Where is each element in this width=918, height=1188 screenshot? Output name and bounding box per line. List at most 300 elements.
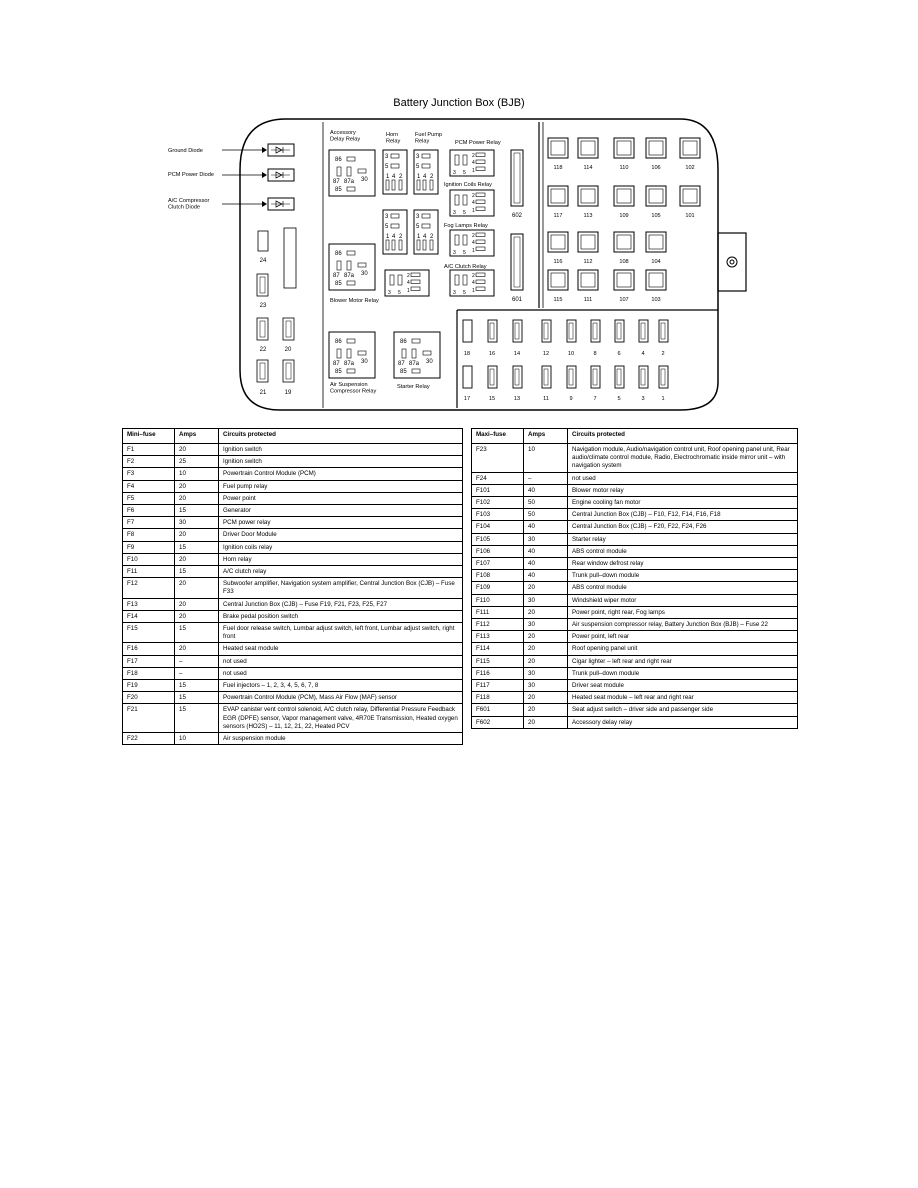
mini-fuse-12-blade — [544, 323, 548, 339]
mini-cell-circuits: Heated seat module — [219, 643, 463, 655]
accessory-delay-relay-label: Accessory Delay Relay — [330, 130, 361, 143]
maxi-cell-amps: 30 — [524, 667, 568, 679]
mini-fuse-label-6: 6 — [617, 351, 621, 357]
starter-relay-pin-85 — [412, 369, 420, 373]
maxi-fuse-108-inner — [617, 235, 631, 249]
maxi-fuse-111-inner — [581, 273, 595, 287]
fog-lamps-relay-pin-3 — [455, 235, 459, 245]
maxi-cell-amps: 40 — [524, 545, 568, 557]
maxi-cell-fuse: F109 — [472, 582, 524, 594]
mini-cell-circuits: PCM power relay — [219, 517, 463, 529]
accessory-delay-relay-pin-30 — [358, 169, 366, 173]
pin-label-2: 2 — [472, 153, 475, 159]
maxi-cell-circuits: Seat adjust switch – driver side and passenger side — [568, 704, 798, 716]
horn-relay-label: Horn Relay — [386, 132, 401, 145]
mini-fuse-5-body — [615, 366, 624, 388]
maxi-cell-fuse: F118 — [472, 692, 524, 704]
fuel-pump-relay-pin-1 — [417, 180, 420, 190]
maxi-cell-fuse: F117 — [472, 680, 524, 692]
maxi-fuse-label-105: 105 — [651, 213, 661, 219]
spare-relay-a-pin-5 — [391, 224, 399, 228]
ignition-coils-relay-pin-3 — [455, 195, 459, 205]
ac-clutch-relay-pin-4 — [476, 280, 485, 284]
maxi-cell-circuits: Navigation module, Audio/navigation control unit, Roof opening panel unit, Rear audio/climate control module, Radio, Electrochromatic inside mirror unit – with navigation system — [568, 444, 798, 473]
maxi-cell-fuse: F601 — [472, 704, 524, 716]
pin-label-5: 5 — [416, 164, 420, 170]
starter-relay-label: Starter Relay — [397, 384, 430, 390]
mini-fuse-table — [122, 428, 463, 745]
fuse-19-blade — [286, 363, 291, 379]
maxi-cell-circuits: Windshield wiper motor — [568, 594, 798, 606]
maxi-row — [472, 444, 798, 473]
mini-cell-circuits: Powertrain Control Module (PCM) — [219, 468, 463, 480]
maxi-fuse-114-inner — [581, 141, 595, 155]
pin-label-1: 1 — [417, 234, 421, 240]
mini-cell-fuse: F17 — [123, 655, 175, 667]
pin-label-4: 4 — [423, 234, 427, 240]
maxi-cell-fuse: F113 — [472, 631, 524, 643]
maxi-row — [472, 680, 798, 692]
mini-cell-circuits: Brake pedal position switch — [219, 610, 463, 622]
pin-label-86: 86 — [335, 251, 342, 257]
spare-relay-b-pin-2 — [430, 240, 433, 250]
maxi-header-fuse: Maxi–fuse — [472, 429, 524, 444]
maxi-cell-fuse: F111 — [472, 606, 524, 618]
mini-row — [123, 733, 463, 745]
maxi-fuse-label-102: 102 — [685, 165, 695, 171]
mini-fuse-label-12: 12 — [542, 351, 550, 357]
pin-label-5: 5 — [463, 210, 466, 216]
pin-label-87a: 87a — [344, 179, 355, 185]
pin-label-3: 3 — [416, 214, 420, 220]
pin-label-85: 85 — [400, 369, 407, 375]
pin-label-4: 4 — [392, 174, 396, 180]
maxi-fuse-label-113: 113 — [583, 213, 593, 219]
mini-cell-amps: 20 — [175, 444, 219, 456]
mini-fuse-6-body — [615, 320, 624, 342]
pin-label-5: 5 — [463, 290, 466, 296]
starter-relay-pin-87a — [412, 349, 416, 358]
maxi-cell-fuse: F102 — [472, 497, 524, 509]
maxi-cell-fuse: F108 — [472, 570, 524, 582]
air-suspension-relay-pin-30 — [358, 351, 366, 355]
pin-label-4: 4 — [472, 160, 475, 166]
pcm-power-relay-pin-1 — [476, 167, 485, 171]
maxi-cell-fuse: F114 — [472, 643, 524, 655]
mini-cell-fuse: F13 — [123, 598, 175, 610]
maxi-cell-circuits: Cigar lighter – left rear and right rear — [568, 655, 798, 667]
mini-fuse-13-body — [513, 366, 522, 388]
maxi-cell-circuits: Power point, left rear — [568, 631, 798, 643]
maxi-cell-amps: 40 — [524, 521, 568, 533]
mini-fuse-6-blade — [617, 323, 621, 339]
mini-cell-amps: – — [175, 655, 219, 667]
pin-label-4: 4 — [472, 200, 475, 206]
maxi-cell-amps: 40 — [524, 484, 568, 496]
pin-label-87a: 87a — [344, 361, 355, 367]
mini-cell-fuse: F4 — [123, 480, 175, 492]
pin-label-86: 86 — [335, 157, 342, 163]
diode-label: PCM Power Diode — [168, 172, 215, 178]
maxi-fuse-103-inner — [649, 273, 663, 287]
mini-cell-fuse: F8 — [123, 529, 175, 541]
fuse-22-blade — [260, 321, 265, 337]
pin-label-87: 87 — [333, 361, 340, 367]
maxi-row — [472, 692, 798, 704]
mini-fuse-11-blade — [544, 369, 548, 385]
maxi-cell-fuse: F104 — [472, 521, 524, 533]
maxi-cell-fuse: F105 — [472, 533, 524, 545]
mini-fuse-label-10: 10 — [567, 351, 575, 357]
mini-fuse-16-body — [488, 320, 497, 342]
maxi-fuse-label-118: 118 — [553, 165, 563, 171]
accessory-delay-relay-pin-85 — [347, 187, 355, 191]
mini-row — [123, 480, 463, 492]
maxi-cell-circuits: Engine cooling fan motor — [568, 497, 798, 509]
starter-relay-pin-86 — [412, 339, 420, 343]
mini-fuse-9-body — [567, 366, 576, 388]
maxi-fuse-label-109: 109 — [619, 213, 629, 219]
mini-cell-circuits: Subwoofer amplifier, Navigation system amplifier, Central Junction Box (CJB) – Fuse F33 — [219, 578, 463, 598]
pin-label-1: 1 — [472, 208, 475, 214]
fuse-602-blade — [514, 153, 520, 203]
mini-cell-amps: 15 — [175, 623, 219, 643]
pin-label-1: 1 — [417, 174, 421, 180]
maxi-row — [472, 716, 798, 728]
pin-label-87: 87 — [333, 179, 340, 185]
mini-cell-amps: 10 — [175, 733, 219, 745]
spare-micro-relay-pin-3 — [390, 275, 394, 285]
starter-relay-pin-30 — [423, 351, 431, 355]
mini-cell-amps: 15 — [175, 704, 219, 733]
mini-row — [123, 667, 463, 679]
maxi-cell-amps: 20 — [524, 582, 568, 594]
mini-fuse-label-16: 16 — [488, 351, 496, 357]
pin-label-2: 2 — [399, 174, 403, 180]
mini-cell-fuse: F19 — [123, 680, 175, 692]
pin-label-3: 3 — [453, 290, 456, 296]
pin-label-87: 87 — [398, 361, 405, 367]
maxi-row — [472, 545, 798, 557]
mini-cell-amps: 15 — [175, 541, 219, 553]
horn-relay-pin-1 — [386, 180, 389, 190]
maxi-cell-amps: 10 — [524, 444, 568, 473]
ignition-coils-relay-pin-4 — [476, 200, 485, 204]
mini-cell-fuse: F15 — [123, 623, 175, 643]
maxi-cell-circuits: Roof opening panel unit — [568, 643, 798, 655]
mini-fuse-11-body — [542, 366, 551, 388]
maxi-cell-amps: 50 — [524, 509, 568, 521]
pin-label-3: 3 — [453, 250, 456, 256]
mini-cell-circuits: EVAP canister vent control solenoid, A/C clutch relay, Differential Pressure Feedback EGR (DPFE) sensor, Vapor management valve, 4R70E Transmission, Heated oxygen sensors (HO2S) – 11, 12, 21, 22, Heated PCV — [219, 704, 463, 733]
pcm-power-relay-pin-5 — [463, 155, 467, 165]
maxi-fuse-table — [471, 428, 798, 729]
fuse-label-24: 24 — [259, 258, 267, 264]
fuse-602-body — [511, 150, 523, 206]
maxi-cell-amps: 20 — [524, 704, 568, 716]
maxi-cell-amps: 40 — [524, 558, 568, 570]
pin-label-4: 4 — [407, 280, 410, 286]
mini-fuse-15-body — [488, 366, 497, 388]
mini-cell-circuits: Driver Door Module — [219, 529, 463, 541]
maxi-fuse-label-115: 115 — [553, 297, 563, 303]
blower-motor-relay-pin-30 — [358, 263, 366, 267]
fuse-20-blade — [286, 321, 291, 337]
mini-cell-amps: 15 — [175, 505, 219, 517]
maxi-cell-circuits: Rear window defrost relay — [568, 558, 798, 570]
maxi-cell-fuse: F103 — [472, 509, 524, 521]
ac-clutch-relay-pin-5 — [463, 275, 467, 285]
maxi-row — [472, 533, 798, 545]
pin-label-1: 1 — [472, 248, 475, 254]
maxi-header-circuits: Circuits protected — [568, 429, 798, 444]
mini-fuse-label-1: 1 — [661, 396, 665, 402]
mini-cell-circuits: Ignition switch — [219, 444, 463, 456]
maxi-cell-amps: 20 — [524, 606, 568, 618]
pin-label-30: 30 — [361, 359, 368, 365]
pcm-power-relay-pin-3 — [455, 155, 459, 165]
maxi-row — [472, 631, 798, 643]
maxi-row — [472, 497, 798, 509]
pin-label-2: 2 — [472, 193, 475, 199]
maxi-cell-fuse: F116 — [472, 667, 524, 679]
mini-fuse-9-blade — [569, 369, 573, 385]
maxi-cell-fuse: F112 — [472, 619, 524, 631]
maxi-fuse-label-107: 107 — [619, 297, 629, 303]
mini-fuse-2-body — [659, 320, 668, 342]
mini-cell-circuits: Horn relay — [219, 553, 463, 565]
maxi-fuse-102-inner — [683, 141, 697, 155]
mini-cell-circuits: Powertrain Control Module (PCM), Mass Air Flow (MAF) sensor — [219, 692, 463, 704]
maxi-row — [472, 667, 798, 679]
maxi-cell-circuits: ABS control module — [568, 545, 798, 557]
maxi-cell-amps: 30 — [524, 680, 568, 692]
mini-header-fuse: Mini–fuse — [123, 429, 175, 444]
fog-lamps-relay-pin-1 — [476, 247, 485, 251]
maxi-row — [472, 655, 798, 667]
mini-fuse-label-7: 7 — [593, 396, 597, 402]
mini-row — [123, 456, 463, 468]
mini-fuse-label-2: 2 — [661, 351, 665, 357]
mini-cell-amps: 20 — [175, 553, 219, 565]
maxi-cell-circuits: Central Junction Box (CJB) – F10, F12, F14, F16, F18 — [568, 509, 798, 521]
mini-fuse-1-body — [659, 366, 668, 388]
maxi-row — [472, 606, 798, 618]
pin-label-3: 3 — [388, 290, 391, 296]
maxi-fuse-label-103: 103 — [651, 297, 661, 303]
diode-label: Ground Diode — [168, 148, 203, 154]
mini-row — [123, 655, 463, 667]
fog-lamps-relay-pin-4 — [476, 240, 485, 244]
fuse-23-body — [257, 274, 268, 296]
spare-micro-relay-pin-4 — [411, 280, 420, 284]
mini-row — [123, 598, 463, 610]
pin-label-2: 2 — [399, 234, 403, 240]
mini-fuse-label-17: 17 — [463, 396, 471, 402]
fog-lamps-relay-pin-5 — [463, 235, 467, 245]
pin-label-4: 4 — [472, 240, 475, 246]
maxi-cell-amps: 40 — [524, 570, 568, 582]
mini-fuse-label-14: 14 — [513, 351, 521, 357]
pin-label-30: 30 — [361, 177, 368, 183]
maxi-cell-amps: 20 — [524, 643, 568, 655]
pin-label-2: 2 — [472, 233, 475, 239]
mini-cell-fuse: F12 — [123, 578, 175, 598]
mini-cell-amps: 10 — [175, 468, 219, 480]
fuse-24-body — [258, 231, 268, 251]
maxi-row — [472, 558, 798, 570]
pin-label-4: 4 — [423, 174, 427, 180]
mini-cell-circuits: Air suspension module — [219, 733, 463, 745]
fuel-pump-relay-pin-5 — [422, 164, 430, 168]
mini-row — [123, 505, 463, 517]
mini-fuse-label-18: 18 — [463, 351, 471, 357]
pin-label-30: 30 — [426, 359, 433, 365]
ac-clutch-relay-pin-2 — [476, 273, 485, 277]
mini-cell-fuse: F10 — [123, 553, 175, 565]
mini-cell-fuse: F1 — [123, 444, 175, 456]
blower-motor-relay-pin-85 — [347, 281, 355, 285]
mini-row — [123, 492, 463, 504]
pin-label-86: 86 — [335, 339, 342, 345]
maxi-cell-circuits: Air suspension compressor relay, Battery Junction Box (BJB) – Fuse 22 — [568, 619, 798, 631]
pin-label-87a: 87a — [344, 273, 355, 279]
fuse-20-body — [283, 318, 294, 340]
maxi-cell-fuse: F110 — [472, 594, 524, 606]
mini-fuse-14-blade — [515, 323, 519, 339]
mini-cell-fuse: F22 — [123, 733, 175, 745]
pin-label-3: 3 — [453, 170, 456, 176]
mini-fuse-14-body — [513, 320, 522, 342]
mini-cell-amps: 25 — [175, 456, 219, 468]
air-suspension-relay-label: Air Suspension Compressor Relay — [330, 382, 377, 395]
spare-relay-b-pin-5 — [422, 224, 430, 228]
maxi-fuse-116-inner — [551, 235, 565, 249]
pin-label-1: 1 — [472, 168, 475, 174]
mini-cell-fuse: F21 — [123, 704, 175, 733]
mini-row — [123, 704, 463, 733]
maxi-row — [472, 594, 798, 606]
fog-lamps-relay-pin-2 — [476, 233, 485, 237]
spare-relay-a-pin-4 — [392, 240, 395, 250]
mini-row — [123, 444, 463, 456]
maxi-fuse-105-inner — [649, 189, 663, 203]
mini-fuse-7-blade — [593, 369, 597, 385]
spare-relay-a-pin-2 — [399, 240, 402, 250]
pin-label-5: 5 — [463, 170, 466, 176]
mini-fuse-10-blade — [569, 323, 573, 339]
mini-row — [123, 680, 463, 692]
air-suspension-relay-pin-87a — [347, 349, 351, 358]
fuse-22-body — [257, 318, 268, 340]
maxi-cell-amps: 20 — [524, 655, 568, 667]
mini-cell-fuse: F20 — [123, 692, 175, 704]
pin-label-87a: 87a — [409, 361, 420, 367]
spare-relay-a-pin-1 — [386, 240, 389, 250]
mini-fuse-label-3: 3 — [641, 396, 645, 402]
mini-fuse-12-body — [542, 320, 551, 342]
pin-label-3: 3 — [385, 214, 389, 220]
maxi-cell-amps: 20 — [524, 716, 568, 728]
blower-motor-relay-pin-87a — [347, 261, 351, 270]
mini-fuse-15-blade — [490, 369, 494, 385]
maxi-cell-circuits: ABS control module — [568, 582, 798, 594]
air-suspension-relay-pin-85 — [347, 369, 355, 373]
mini-header-amps: Amps — [175, 429, 219, 444]
maxi-fuse-113-inner — [581, 189, 595, 203]
mini-fuse-13-blade — [515, 369, 519, 385]
mini-cell-amps: 15 — [175, 692, 219, 704]
maxi-fuse-label-108: 108 — [619, 259, 629, 265]
maxi-fuse-106-inner — [649, 141, 663, 155]
fuel-pump-relay-label: Fuel Pump Relay — [415, 132, 443, 145]
mini-cell-circuits: Ignition switch — [219, 456, 463, 468]
ignition-coils-relay-label: Ignition Coils Relay — [444, 182, 492, 188]
mini-fuse-4-blade — [641, 323, 645, 339]
maxi-fuse-label-114: 114 — [583, 165, 593, 171]
mini-fuse-3-body — [639, 366, 648, 388]
spare-relay-b-pin-3 — [422, 214, 430, 218]
pin-label-87: 87 — [333, 273, 340, 279]
maxi-cell-fuse: F24 — [472, 472, 524, 484]
maxi-row — [472, 509, 798, 521]
horn-relay-pin-5 — [391, 164, 399, 168]
pcm-power-relay-pin-4 — [476, 160, 485, 164]
maxi-fuse-label-104: 104 — [651, 259, 661, 265]
mini-cell-circuits: Ignition coils relay — [219, 541, 463, 553]
mini-fuse-label-9: 9 — [569, 396, 573, 402]
mini-fuse-label-4: 4 — [641, 351, 645, 357]
fuse-21-blade — [260, 363, 265, 379]
ignition-coils-relay-pin-2 — [476, 193, 485, 197]
mini-fuse-10-body — [567, 320, 576, 342]
mini-fuse-label-8: 8 — [593, 351, 597, 357]
pin-label-3: 3 — [453, 210, 456, 216]
mini-fuse-label-11: 11 — [543, 396, 549, 402]
maxi-row — [472, 570, 798, 582]
fuse-label-602: 602 — [511, 213, 523, 219]
accessory-delay-relay-pin-87a — [347, 167, 351, 176]
mini-cell-amps: 20 — [175, 598, 219, 610]
fuse-label-21: 21 — [259, 390, 267, 396]
pin-label-1: 1 — [407, 288, 410, 294]
diode-leader-arrow — [262, 172, 267, 178]
maxi-fuse-109-inner — [617, 189, 631, 203]
fuse-601-blade — [514, 237, 520, 287]
fuse-label-22: 22 — [259, 347, 267, 353]
spare-relay-b-pin-1 — [417, 240, 420, 250]
maxi-fuse-115-inner — [551, 273, 565, 287]
air-suspension-relay-pin-86 — [347, 339, 355, 343]
mini-cell-circuits: A/C clutch relay — [219, 566, 463, 578]
mini-cell-fuse: F14 — [123, 610, 175, 622]
mini-cell-circuits: Generator — [219, 505, 463, 517]
spare-micro-relay-pin-2 — [411, 273, 420, 277]
mini-cell-circuits: not used — [219, 655, 463, 667]
maxi-cell-fuse: F107 — [472, 558, 524, 570]
mini-fuse-3-blade — [641, 369, 645, 385]
fuse-label-601: 601 — [511, 297, 523, 303]
maxi-cell-circuits: Driver seat module — [568, 680, 798, 692]
mini-fuse-5-blade — [617, 369, 621, 385]
pin-label-2: 2 — [430, 234, 434, 240]
mini-fuse-16-blade — [490, 323, 494, 339]
maxi-row — [472, 704, 798, 716]
mini-cell-circuits: Fuel door release switch, Lumbar adjust switch, left front, Lumbar adjust switch, right front — [219, 623, 463, 643]
maxi-cell-fuse: F23 — [472, 444, 524, 473]
pin-label-5: 5 — [385, 164, 389, 170]
maxi-row — [472, 472, 798, 484]
